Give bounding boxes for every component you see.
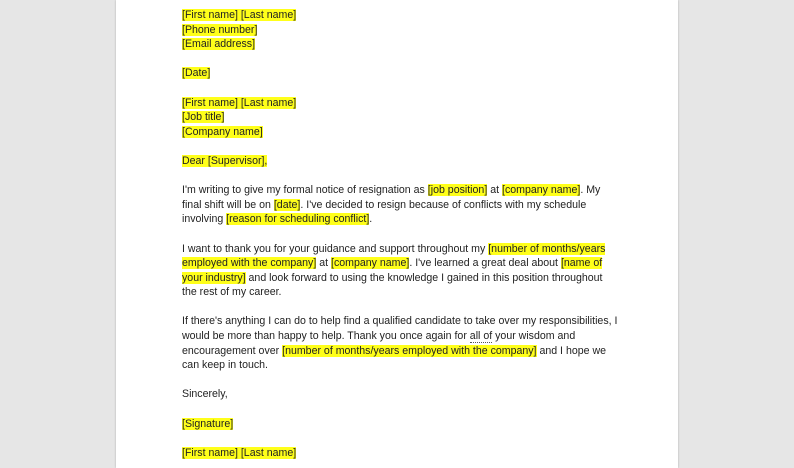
paragraph-thanks (182, 242, 618, 300)
recipient-job-title: [Job title] (182, 111, 225, 124)
paragraph-text: . I've learned a great deal about (409, 257, 561, 270)
document-page[interactable] (116, 0, 678, 468)
paragraph-text: . My final shift will be on (182, 184, 601, 211)
spacer (182, 139, 618, 154)
placeholder-company-name: [company name] (331, 257, 410, 270)
placeholder-date: [date] (273, 198, 301, 211)
spacer (182, 373, 618, 388)
spacer (182, 402, 618, 417)
sender-phone-line (182, 23, 618, 38)
spacer (182, 81, 618, 96)
spacer (182, 52, 618, 67)
sender-name-line (182, 8, 618, 23)
paragraph-text: your wisdom and encouragement over (182, 330, 576, 357)
closing-line (182, 387, 618, 402)
salutation: Dear [Supervisor], (182, 154, 268, 167)
salutation-line (182, 154, 618, 169)
paragraph-text: and look forward to using the knowledge I gained in this position throughout the rest of my career. (182, 271, 603, 299)
sender-name: [First name] [Last name] (182, 9, 297, 21)
paragraph-text: and I hope we can keep in touch. (182, 344, 607, 372)
sender-email-line (182, 37, 618, 52)
spacer (182, 169, 618, 184)
paragraph-text: I'm writing to give my formal notice of resignation as (182, 184, 428, 197)
signature-line (182, 417, 618, 432)
date-line (182, 66, 618, 81)
paragraph-offer-help (182, 314, 618, 372)
placeholder-tenure: [number of months/years employed with the company] (282, 344, 537, 357)
placeholder-job-position: [job position] (427, 184, 488, 197)
grammar-flagged-text[interactable]: all of (469, 330, 493, 343)
recipient-name-line (182, 96, 618, 111)
recipient-company-line (182, 125, 618, 140)
placeholder-company-name: [company name] (502, 184, 581, 197)
paragraph-text: . I've decided to resign because of conflicts with my schedule involving (182, 198, 587, 226)
placeholder-reason: [reason for scheduling conflict] (226, 213, 370, 226)
letter-body[interactable] (182, 8, 618, 460)
paragraph-resignation-notice (182, 183, 618, 227)
spacer (182, 431, 618, 446)
sender-email: [Email address] (182, 38, 256, 51)
placeholder-tenure: [number of months/years employed with the company] (182, 242, 606, 270)
paragraph-text: at (487, 184, 502, 197)
paragraph-text: at (316, 257, 331, 270)
spacer (182, 227, 618, 242)
paragraph-text: I want to thank you for your guidance and support throughout my (182, 242, 489, 255)
signer-name-line (182, 446, 618, 461)
signer-name: [First name] [Last name] (182, 446, 297, 459)
paragraph-text: . (369, 213, 373, 226)
paragraph-text: If there's anything I can do to help find a qualified candidate to take over my responsibilities, I would be more than happy to help. Thank you once again for (182, 315, 618, 343)
signature-placeholder: [Signature] (182, 417, 234, 430)
spacer (182, 300, 618, 315)
placeholder-industry: [name of your industry] (182, 257, 603, 284)
recipient-name: [First name] [Last name] (182, 96, 297, 109)
sender-phone: [Phone number] (182, 23, 258, 36)
closing: Sincerely, (182, 388, 228, 401)
recipient-title-line (182, 110, 618, 125)
recipient-company: [Company name] (182, 125, 263, 138)
letter-date: [Date] (182, 67, 211, 80)
